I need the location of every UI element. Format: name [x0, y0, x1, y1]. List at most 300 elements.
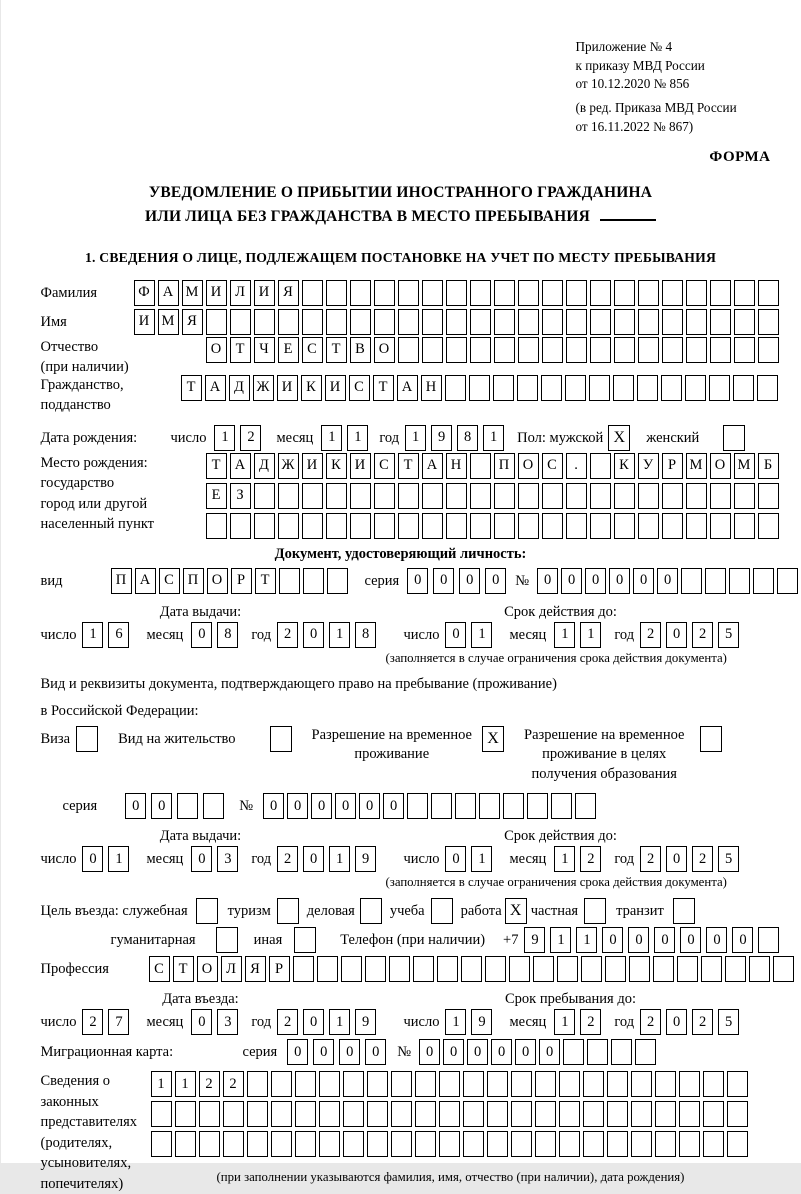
- char-cell: А: [422, 453, 443, 479]
- permit-issue-date-group: [41, 846, 404, 872]
- entry-year-boxes[interactable]: [277, 1009, 381, 1035]
- entry-day-boxes[interactable]: [82, 1009, 134, 1035]
- legal-reps-boxes-line[interactable]: [151, 1101, 751, 1127]
- char-cell: 0: [537, 568, 558, 594]
- purpose-other-checkbox[interactable]: [294, 927, 316, 953]
- day-label: число: [403, 851, 440, 868]
- stay-doc-type-row: [41, 726, 801, 785]
- char-cell: 1: [108, 846, 129, 872]
- char-cell: [758, 337, 779, 363]
- stay-until-year-boxes[interactable]: [640, 1009, 744, 1035]
- char-cell: .: [566, 453, 587, 479]
- char-cell: [614, 309, 635, 335]
- char-cell: [439, 1071, 460, 1097]
- char-cell: Р: [231, 568, 252, 594]
- residence-permit-checkbox[interactable]: [270, 726, 292, 752]
- char-cell: 0: [585, 568, 606, 594]
- stay-doc-intro-row-2: [41, 702, 801, 721]
- char-cell: [542, 337, 563, 363]
- char-cell: [398, 309, 419, 335]
- char-cell: 2: [277, 846, 298, 872]
- surname-label: Фамилия: [40, 284, 97, 301]
- doc-type-label: вид: [40, 572, 63, 589]
- label-line: получения образования: [531, 765, 677, 782]
- char-cell: [655, 1101, 676, 1127]
- char-cell: [611, 1039, 632, 1065]
- char-cell: [374, 483, 395, 509]
- char-cell: [653, 956, 674, 982]
- char-cell: [326, 309, 347, 335]
- birthplace-boxes-line[interactable]: [206, 453, 782, 479]
- char-cell: 1: [329, 846, 350, 872]
- char-cell: [685, 375, 706, 401]
- char-cell: [206, 309, 227, 335]
- purpose-other-label: иная: [253, 932, 283, 949]
- char-cell: 0: [539, 1039, 560, 1065]
- char-cell: [422, 309, 443, 335]
- char-cell: Я: [245, 956, 266, 982]
- char-cell: 0: [654, 927, 675, 953]
- char-cell: [341, 956, 362, 982]
- char-cell: 0: [82, 846, 103, 872]
- temp-residence-edu-label: [524, 726, 684, 785]
- form-title-line2-text: ИЛИ ЛИЦА БЕЗ ГРАЖДАНСТВА В МЕСТО ПРЕБЫВАНИЯ: [144, 207, 591, 225]
- stay-until-month-boxes[interactable]: [554, 1009, 606, 1035]
- char-cell: И: [350, 453, 371, 479]
- char-cell: [223, 1101, 244, 1127]
- char-cell: [758, 280, 779, 306]
- char-cell: 0: [628, 927, 649, 953]
- surname-boxes[interactable]: [134, 280, 782, 306]
- char-cell: Д: [254, 453, 275, 479]
- year-label: год: [251, 1014, 272, 1031]
- doc-valid-day-boxes[interactable]: [445, 622, 497, 648]
- char-cell: [686, 513, 707, 539]
- char-cell: 0: [191, 1009, 212, 1035]
- char-cell: Т: [373, 375, 394, 401]
- char-cell: [559, 1131, 580, 1157]
- doc-type-boxes[interactable]: [111, 568, 351, 594]
- char-cell: А: [397, 375, 418, 401]
- char-cell: [662, 483, 683, 509]
- char-cell: [302, 280, 323, 306]
- permit-valid-until-caption: Срок действия до:: [504, 828, 617, 845]
- char-cell: 2: [277, 1009, 298, 1035]
- purpose-study-checkbox[interactable]: [431, 898, 453, 924]
- char-cell: Р: [269, 956, 290, 982]
- char-cell: [590, 309, 611, 335]
- char-cell: [703, 1101, 724, 1127]
- char-cell: [422, 513, 443, 539]
- migration-series-boxes[interactable]: [287, 1039, 391, 1065]
- char-cell: Р: [662, 453, 683, 479]
- char-cell: 0: [666, 1009, 687, 1035]
- migration-card-label: Миграционная карта:: [40, 1044, 174, 1061]
- char-cell: [566, 309, 587, 335]
- char-cell: В: [350, 337, 371, 363]
- permit-validity-note-row: [41, 873, 801, 892]
- char-cell: Т: [230, 337, 251, 363]
- migration-number-label: №: [397, 1044, 412, 1061]
- char-cell: 0: [191, 622, 212, 648]
- entry-date-group: [41, 1009, 404, 1035]
- char-cell: 0: [287, 1039, 308, 1065]
- label-line: город или другой: [40, 495, 148, 512]
- char-cell: [175, 1131, 196, 1157]
- year-label: год: [251, 851, 272, 868]
- char-cell: К: [614, 453, 635, 479]
- purpose-work-label: работа: [460, 903, 502, 920]
- char-cell: [374, 513, 395, 539]
- char-cell: [511, 1131, 532, 1157]
- char-cell: [470, 280, 491, 306]
- char-cell: С: [159, 568, 180, 594]
- purpose-humanitarian-checkbox[interactable]: [216, 927, 238, 953]
- char-cell: 0: [657, 568, 678, 594]
- char-cell: [655, 1071, 676, 1097]
- char-cell: [551, 793, 572, 819]
- given-name-boxes[interactable]: [134, 309, 782, 335]
- legal-reps-boxes-line[interactable]: [151, 1131, 751, 1157]
- char-cell: [703, 1071, 724, 1097]
- given-name-label: Имя: [40, 313, 67, 330]
- doc-number-boxes[interactable]: [537, 568, 801, 594]
- permit-issue-year-boxes[interactable]: [277, 846, 381, 872]
- char-cell: 1: [554, 846, 575, 872]
- char-cell: [638, 483, 659, 509]
- char-cell: А: [230, 453, 251, 479]
- char-cell: [710, 513, 731, 539]
- label-line: представителях: [40, 1114, 138, 1131]
- char-cell: [461, 956, 482, 982]
- appendix-reference: [576, 38, 801, 137]
- char-cell: 3: [217, 1009, 238, 1035]
- label-line: Гражданство,: [40, 376, 124, 393]
- char-cell: З: [230, 483, 251, 509]
- purpose-transit-label: транзит: [616, 903, 664, 920]
- birth-day-boxes[interactable]: [214, 425, 266, 451]
- purpose-transit-checkbox[interactable]: [673, 898, 695, 924]
- char-cell: [350, 483, 371, 509]
- char-cell: [271, 1101, 292, 1127]
- purpose-business-checkbox[interactable]: [360, 898, 382, 924]
- char-cell: [734, 337, 755, 363]
- temp-residence-checkbox[interactable]: X: [482, 726, 504, 752]
- char-cell: [470, 309, 491, 335]
- char-cell: [583, 1131, 604, 1157]
- char-cell: 1: [554, 622, 575, 648]
- appendix-line: к приказу МВД России: [575, 57, 705, 73]
- char-cell: [470, 483, 491, 509]
- char-cell: [487, 1071, 508, 1097]
- char-cell: [559, 1071, 580, 1097]
- char-cell: [629, 956, 650, 982]
- char-cell: [398, 337, 419, 363]
- permit-issue-month-boxes[interactable]: [191, 846, 243, 872]
- title-blank-underline: [600, 219, 656, 221]
- char-cell: [223, 1131, 244, 1157]
- doc-issue-year-boxes[interactable]: [277, 622, 381, 648]
- char-cell: [398, 513, 419, 539]
- char-cell: Т: [255, 568, 276, 594]
- char-cell: [374, 309, 395, 335]
- permit-dates-row: [41, 846, 801, 872]
- profession-label: Профессия: [40, 961, 109, 978]
- stay-until-day-boxes[interactable]: [445, 1009, 497, 1035]
- char-cell: [686, 280, 707, 306]
- entry-month-boxes[interactable]: [191, 1009, 243, 1035]
- doc-series-boxes[interactable]: [407, 568, 511, 594]
- birthplace-boxes: [206, 453, 782, 543]
- char-cell: [503, 793, 524, 819]
- char-cell: 9: [355, 1009, 376, 1035]
- permit-series-boxes[interactable]: [125, 793, 229, 819]
- char-cell: 0: [666, 622, 687, 648]
- char-cell: Д: [229, 375, 250, 401]
- purpose-work-checkbox[interactable]: X: [505, 898, 527, 924]
- char-cell: [199, 1131, 220, 1157]
- migration-number-boxes[interactable]: [419, 1039, 659, 1065]
- char-cell: [391, 1071, 412, 1097]
- char-cell: О: [374, 337, 395, 363]
- char-cell: 0: [485, 568, 506, 594]
- char-cell: [581, 956, 602, 982]
- phone-boxes[interactable]: [524, 927, 784, 953]
- form-title: [1, 181, 801, 229]
- char-cell: [271, 1071, 292, 1097]
- char-cell: [199, 1101, 220, 1127]
- permit-series-row: [63, 793, 801, 819]
- char-cell: Е: [206, 483, 227, 509]
- char-cell: [303, 568, 324, 594]
- month-label: месяц: [509, 1014, 547, 1031]
- doc-valid-month-boxes[interactable]: [554, 622, 606, 648]
- char-cell: [777, 568, 798, 594]
- char-cell: [589, 375, 610, 401]
- char-cell: [350, 280, 371, 306]
- char-cell: 9: [355, 846, 376, 872]
- char-cell: [605, 956, 626, 982]
- char-cell: [319, 1101, 340, 1127]
- char-cell: [566, 513, 587, 539]
- permit-number-label: №: [239, 798, 254, 815]
- char-cell: 5: [718, 1009, 739, 1035]
- char-cell: 5: [718, 846, 739, 872]
- char-cell: У: [638, 453, 659, 479]
- day-label: число: [403, 1014, 440, 1031]
- char-cell: Я: [182, 309, 203, 335]
- char-cell: Ж: [253, 375, 274, 401]
- entry-dates-row: [41, 1009, 801, 1035]
- char-cell: 1: [151, 1071, 172, 1097]
- char-cell: [398, 483, 419, 509]
- permit-valid-day-boxes[interactable]: [445, 846, 497, 872]
- char-cell: 1: [347, 425, 368, 451]
- char-cell: [686, 483, 707, 509]
- char-cell: Т: [398, 453, 419, 479]
- char-cell: [727, 1071, 748, 1097]
- char-cell: [391, 1131, 412, 1157]
- birth-month-boxes[interactable]: [321, 425, 373, 451]
- char-cell: 0: [491, 1039, 512, 1065]
- char-cell: [679, 1131, 700, 1157]
- char-cell: А: [135, 568, 156, 594]
- char-cell: 1: [445, 1009, 466, 1035]
- char-cell: [557, 956, 578, 982]
- char-cell: 1: [576, 927, 597, 953]
- char-cell: [470, 513, 491, 539]
- char-cell: [151, 1131, 172, 1157]
- char-cell: [518, 280, 539, 306]
- char-cell: [566, 337, 587, 363]
- char-cell: [541, 375, 562, 401]
- gender-male-checkbox[interactable]: X: [608, 425, 630, 451]
- char-cell: [422, 280, 443, 306]
- char-cell: [758, 483, 779, 509]
- char-cell: [445, 375, 466, 401]
- char-cell: [662, 309, 683, 335]
- char-cell: [710, 337, 731, 363]
- birth-year-boxes[interactable]: [405, 425, 509, 451]
- purpose-private-checkbox[interactable]: [584, 898, 606, 924]
- char-cell: 0: [459, 568, 480, 594]
- citizenship-label: [41, 375, 181, 416]
- profession-boxes[interactable]: [149, 956, 797, 982]
- char-cell: [631, 1131, 652, 1157]
- char-cell: 0: [383, 793, 404, 819]
- char-cell: И: [325, 375, 346, 401]
- permit-valid-month-boxes[interactable]: [554, 846, 606, 872]
- char-cell: А: [158, 280, 179, 306]
- char-cell: 7: [108, 1009, 129, 1035]
- temp-residence-edu-checkbox[interactable]: [700, 726, 722, 752]
- year-label: год: [614, 851, 635, 868]
- char-cell: [279, 568, 300, 594]
- char-cell: 1: [554, 1009, 575, 1035]
- char-cell: [431, 793, 452, 819]
- char-cell: 0: [303, 1009, 324, 1035]
- char-cell: [631, 1071, 652, 1097]
- doc-issue-date-group: [41, 622, 404, 648]
- doc-issue-day-boxes[interactable]: [82, 622, 134, 648]
- label-line: (при наличии): [40, 359, 129, 376]
- char-cell: Ж: [278, 453, 299, 479]
- permit-issue-day-boxes[interactable]: [82, 846, 134, 872]
- birthplace-boxes-line[interactable]: [206, 483, 782, 509]
- char-cell: [566, 483, 587, 509]
- char-cell: [302, 513, 323, 539]
- char-cell: П: [494, 453, 515, 479]
- char-cell: 1: [82, 622, 103, 648]
- purpose-official-checkbox[interactable]: [196, 898, 218, 924]
- char-cell: [494, 513, 515, 539]
- char-cell: [773, 956, 794, 982]
- year-label: год: [379, 429, 400, 446]
- char-cell: [614, 280, 635, 306]
- legal-reps-boxes-line[interactable]: [151, 1071, 751, 1097]
- char-cell: [518, 513, 539, 539]
- char-cell: 0: [609, 568, 630, 594]
- char-cell: Н: [446, 453, 467, 479]
- visa-checkbox[interactable]: [76, 726, 98, 752]
- char-cell: [607, 1071, 628, 1097]
- char-cell: 0: [303, 846, 324, 872]
- char-cell: [518, 337, 539, 363]
- char-cell: 2: [240, 425, 261, 451]
- char-cell: [758, 513, 779, 539]
- gender-female-label: женский: [646, 429, 700, 446]
- birthplace-label: [41, 453, 206, 535]
- patronymic-label: [41, 337, 206, 378]
- char-cell: [661, 375, 682, 401]
- phone-label: Телефон (при наличии): [340, 932, 486, 949]
- permit-valid-year-boxes[interactable]: [640, 846, 744, 872]
- char-cell: 1: [483, 425, 504, 451]
- appendix-edition: [576, 99, 801, 136]
- char-cell: [343, 1131, 364, 1157]
- appendix-line: от 10.12.2020 № 856: [575, 76, 690, 92]
- char-cell: [638, 280, 659, 306]
- char-cell: 1: [175, 1071, 196, 1097]
- gender-female-checkbox[interactable]: [723, 425, 745, 451]
- char-cell: [509, 956, 530, 982]
- char-cell: [493, 375, 514, 401]
- char-cell: [542, 483, 563, 509]
- appendix-edition-line: (в ред. Приказа МВД России: [575, 100, 737, 116]
- birthplace-boxes-line[interactable]: [206, 513, 782, 539]
- char-cell: С: [542, 453, 563, 479]
- label-line: Сведения о: [40, 1073, 111, 1090]
- char-cell: [701, 956, 722, 982]
- char-cell: [559, 1101, 580, 1127]
- char-cell: [230, 309, 251, 335]
- char-cell: 0: [515, 1039, 536, 1065]
- char-cell: Л: [221, 956, 242, 982]
- char-cell: [367, 1131, 388, 1157]
- label-line: Отчество: [40, 338, 99, 355]
- char-cell: И: [134, 309, 155, 335]
- char-cell: Б: [758, 453, 779, 479]
- purpose-tourism-checkbox[interactable]: [277, 898, 299, 924]
- given-name-row: [41, 309, 801, 335]
- char-cell: Т: [173, 956, 194, 982]
- patronymic-row: [41, 337, 801, 378]
- char-cell: [686, 337, 707, 363]
- char-cell: [734, 309, 755, 335]
- char-cell: [437, 956, 458, 982]
- char-cell: [749, 956, 770, 982]
- char-cell: [527, 793, 548, 819]
- stay-doc-intro-line1: Вид и реквизиты документа, подтверждающего право на пребывание (проживание): [40, 675, 557, 692]
- char-cell: [470, 453, 491, 479]
- char-cell: [511, 1101, 532, 1127]
- char-cell: 0: [311, 793, 332, 819]
- char-cell: [463, 1071, 484, 1097]
- char-cell: [518, 483, 539, 509]
- doc-valid-year-boxes[interactable]: [640, 622, 744, 648]
- permit-validity-note: (заполняется в случае ограничения срока действия документа): [385, 875, 727, 890]
- form-body: [1, 280, 801, 1194]
- char-cell: 0: [303, 622, 324, 648]
- char-cell: [295, 1101, 316, 1127]
- doc-issue-month-boxes[interactable]: [191, 622, 243, 648]
- char-cell: П: [183, 568, 204, 594]
- migration-series-label: серия: [242, 1044, 278, 1061]
- citizenship-boxes[interactable]: [181, 375, 781, 401]
- permit-number-boxes[interactable]: [263, 793, 599, 819]
- char-cell: М: [734, 453, 755, 479]
- patronymic-boxes[interactable]: [206, 337, 782, 363]
